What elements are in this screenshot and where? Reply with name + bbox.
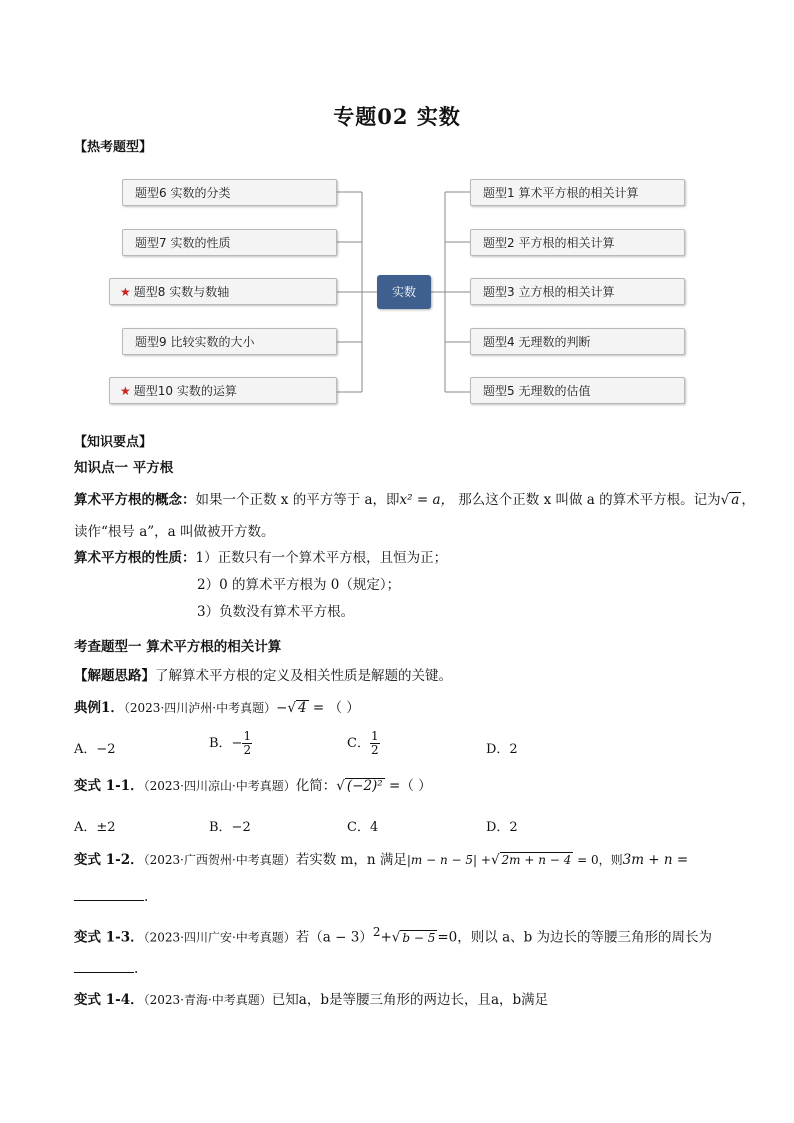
variant-1-2-answer-blank [74,886,148,907]
concept-text: 如果一个正数 x 的平方等于 a，即 [195,492,400,508]
mindmap-left-2: 题型7 实数的性质 [122,229,337,256]
variant-1-1-source: （2023·四川凉山·中考真题） [143,779,296,793]
example-1-answer-slot: = （ ） [308,700,360,716]
answer-blank-line [74,958,134,973]
variant-1-4-text: 已知a，b是等腰三角形的两边长，且a，b满足 [271,992,549,1008]
variant-1-4-source: （2023·青海·中考真题） [143,993,272,1007]
concept-line-2: 读作“根号 a”，a 叫做被开方数。 [74,524,275,540]
page-title: 专题02 实数 [333,104,461,129]
variant-1-1-sqrt: (−2)² [346,778,383,794]
answer-blank-line [74,886,144,901]
mindmap-center: 实数 [377,275,431,309]
star-icon: ★ [120,285,131,299]
example-1-sqrt: 4 [298,700,307,716]
fraction [370,730,380,757]
property-label: 算术平方根的性质： [74,550,196,566]
concept-line-1: 算术平方根的概念：如果一个正数 x 的平方等于 a，即x² = a， 那么这个正数 x 叫做 a 的算术平方根。记为√ a ， [74,492,755,508]
concept-comma: ， [741,492,755,508]
property-line-1 [74,548,447,568]
variant-1-3-source: （2023·四川广安·中考真题） [143,930,296,945]
mindmap-right-5: 题型5 无理数的估值 [470,377,685,404]
option-b-prefix: B．− [209,736,243,751]
star-icon: ★ [120,384,131,398]
mindmap-left-4: 题型9 比较实数的大小 [122,328,337,355]
hot-section-heading: 【热考题型】 [74,140,153,155]
variant-1-2-source: （2023·广西贺州·中考真题） [143,853,296,867]
variant-1-1-option-c: C．4 [347,820,379,835]
fraction-denominator: 2 [243,743,252,757]
topic-1-title: 考查题型一 算术平方根的相关计算 [74,639,282,655]
sqrt-a: a [731,492,740,508]
variant-1-4 [74,990,548,1010]
property-item-1: 1）正数只有一个算术平方根，且恒为正； [195,550,448,566]
example-1-option-c [347,730,380,757]
variant-1-3-plus: + [380,929,392,946]
variant-1-1-label: 变式 1-1． [74,778,144,794]
mindmap-right-4: 题型4 无理数的判断 [470,328,685,355]
example-1-option-a: A．−2 [74,742,116,757]
mindmap-left-3: ★ 题型8 实数与数轴 [109,278,337,305]
variant-1-3: 变式 1-3．（2023·四川广安·中考真题）若$(a - 3)^2+√$ b − 5 =0，则以 a、b 为边长的等腰三角形的周长为 [74,925,713,946]
mindmap-left-5: ★ 题型10 实数的运算 [109,377,337,404]
variant-1-1-text: 化简： [295,778,337,794]
variant-1-2-text: 若实数 m，n 满足 [295,852,407,868]
approach-text: 了解算术平方根的定义及相关性质是解题的关键。 [155,668,452,684]
mindmap-left-1: 题型6 实数的分类 [122,179,337,206]
variant-1-2-sqrt: 2m + n − 4 [501,853,572,867]
knowledge-point-1-title: 知识点一 平方根 [74,460,174,476]
mindmap-right-3: 题型3 立方根的相关计算 [470,278,685,305]
variant-1-2-text-2: = 0，则 [573,853,623,867]
variant-1-3-exponent: 2 [372,925,381,939]
variant-1-3-period: . [134,961,139,977]
variant-1-3-text: 若（a − 3） [295,929,373,946]
concept-equation: x² = a， [399,492,455,508]
example-1-option-d: D．2 [486,742,518,757]
variant-1-1: 变式 1-1．（2023·四川凉山·中考真题）化简：√ (−2)² =（ ） [74,778,432,794]
example-1: 典例1．（2023·四川泸州·中考真题）−√ 4 = （ ） [74,700,360,716]
variant-1-1-option-d: D．2 [486,820,518,835]
mindmap-right-2: 题型2 平方根的相关计算 [470,229,685,256]
example-1-minus: − [276,700,288,716]
variant-1-3-answer-blank [74,958,138,979]
approach-line [74,666,452,686]
variant-1-1-option-b: B．−2 [209,820,251,835]
fraction-denominator: 2 [370,743,379,757]
example-1-option-b [209,730,252,757]
variant-1-3-sqrt: b − 5 [402,930,436,945]
example-1-source: （2023·四川泸州·中考真题） [123,701,277,715]
variant-1-3-label: 变式 1-3． [74,929,144,946]
variant-1-2-abs-expr: |m − n − 5| + [406,853,491,867]
fraction-numerator: 1 [370,729,379,743]
approach-label: 【解题思路】 [74,668,155,684]
variant-1-1-answer-slot: =（ ） [384,778,432,794]
topic-mindmap [100,168,700,418]
fraction-numerator: 1 [243,729,252,743]
option-c-prefix: C． [347,736,370,751]
concept-text-2: 那么这个正数 x 叫做 a 的算术平方根。记为 [454,492,721,508]
property-item-2: 2）0 的算术平方根为 0（规定）； [197,577,401,593]
variant-1-2: 变式 1-2．（2023·广西贺州·中考真题）若实数 m，n 满足|m − n − 5| +√ 2m + n − 4 = 0，则3m + n = [74,852,689,868]
example-1-label: 典例1． [74,700,124,716]
variant-1-2-period: . [144,889,149,905]
property-item-3: 3）负数没有算术平方根。 [197,604,355,620]
fraction [242,730,252,757]
variant-1-3-text-2: =0，则以 a、b 为边长的等腰三角形的周长为 [437,929,713,946]
concept-label: 算术平方根的概念： [74,492,196,508]
variant-1-1-option-a: A．±2 [74,820,116,835]
variant-1-2-expr: 3m + n = [622,852,689,868]
mindmap-right-1: 题型1 算术平方根的相关计算 [470,179,685,206]
knowledge-section-heading: 【知识要点】 [74,435,153,450]
variant-1-2-label: 变式 1-2． [74,852,144,868]
variant-1-4-label: 变式 1-4． [74,992,144,1008]
